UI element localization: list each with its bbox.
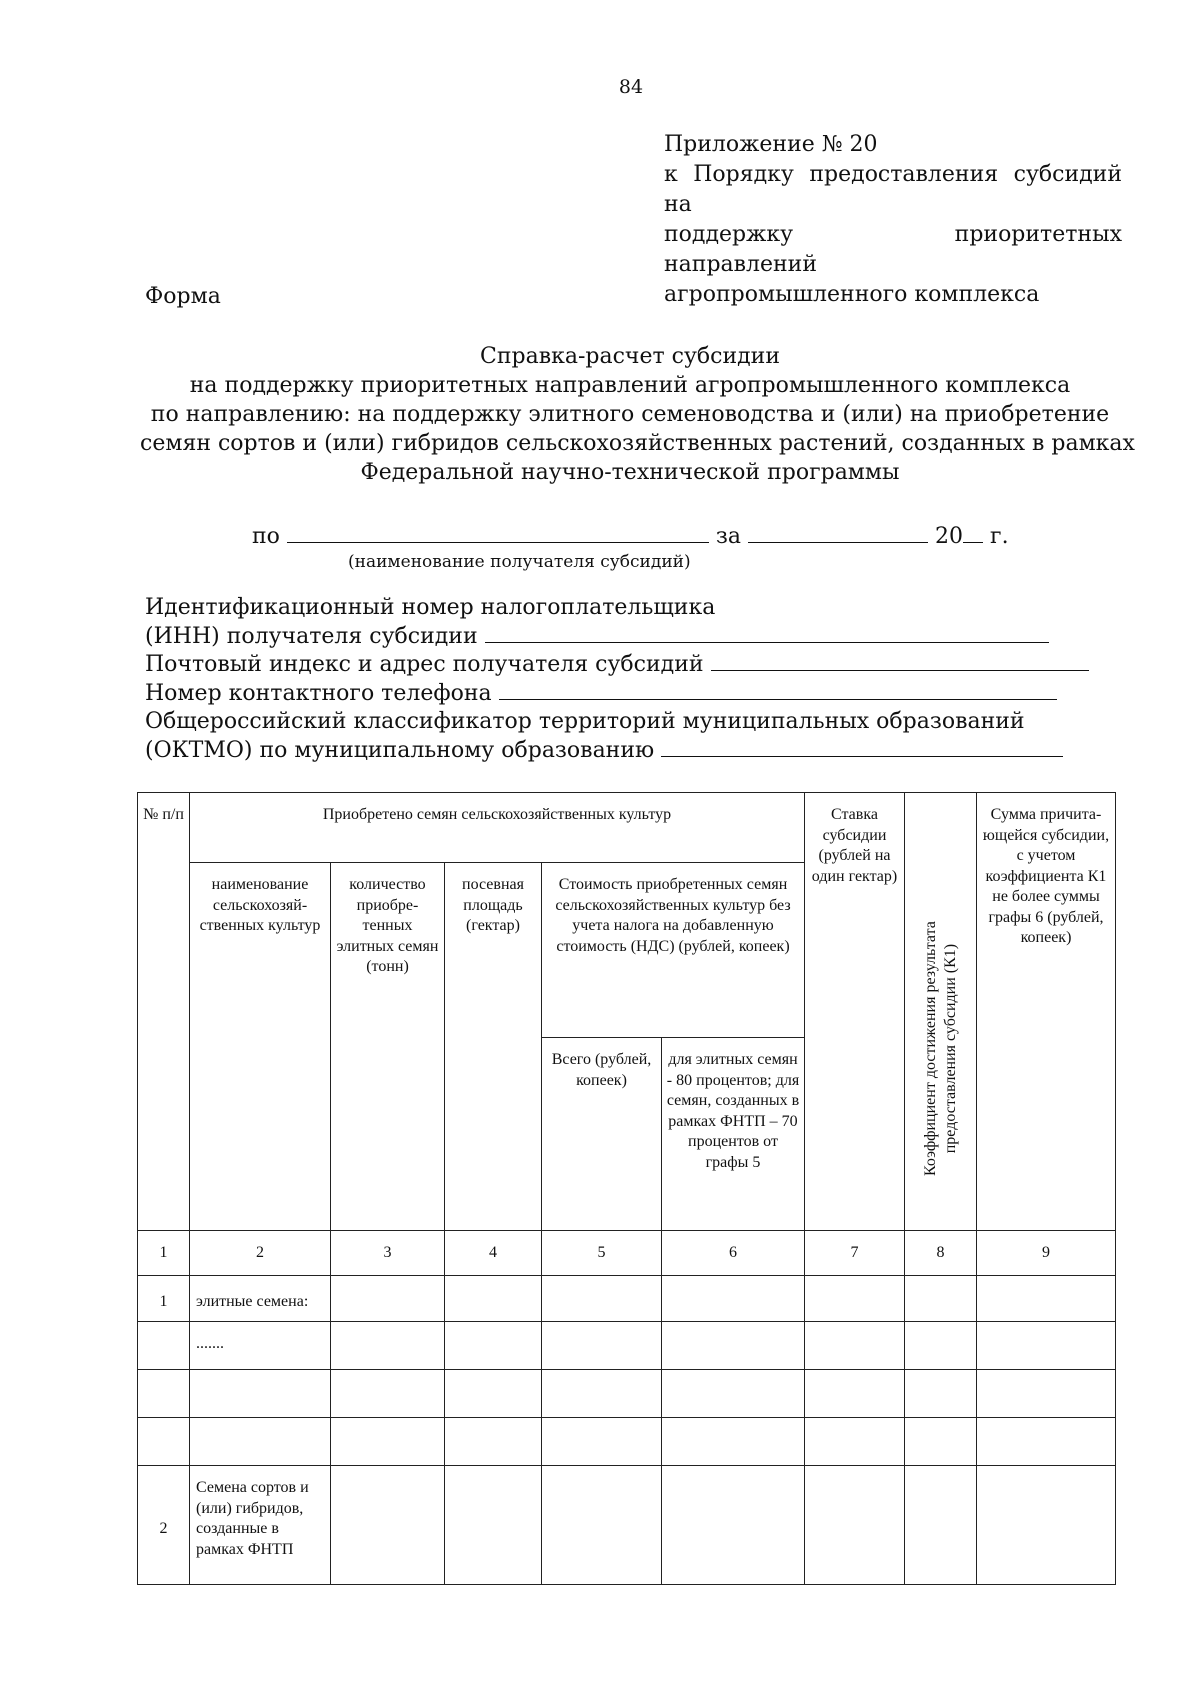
- cell[interactable]: [977, 1322, 1116, 1370]
- title-line-5: Федеральной научно-технической программы: [360, 460, 900, 485]
- title-line-1: Справка-расчет субсидии: [480, 344, 780, 369]
- row-num: 2: [138, 1466, 190, 1585]
- cell[interactable]: [662, 1466, 805, 1585]
- row-num: [138, 1370, 190, 1418]
- cell[interactable]: [331, 1466, 445, 1585]
- table-row: [138, 1418, 1116, 1466]
- year-field[interactable]: [963, 524, 983, 543]
- cell[interactable]: [542, 1322, 662, 1370]
- address-label: Почтовый индекс и адрес получателя субсидий: [145, 652, 704, 677]
- inn-label-line-1: Идентификационный номер налогоплательщика: [145, 595, 716, 620]
- header-col-9: Сумма причита-ющейся субсидии, с учетом коэффициента К1 не более суммы графы 6 (рублей, копеек): [977, 793, 1116, 1231]
- col-number-6: 6: [662, 1231, 805, 1276]
- cell[interactable]: [977, 1276, 1116, 1322]
- cell[interactable]: [662, 1322, 805, 1370]
- col-number-7: 7: [805, 1231, 905, 1276]
- page-number: 84: [618, 76, 644, 98]
- recipient-caption: (наименование получателя субсидий): [348, 552, 691, 572]
- oktmo-label-line-2: (ОКТМО) по муниципальному образованию: [145, 737, 655, 763]
- phone-field[interactable]: [499, 681, 1057, 700]
- phone-label: Номер контактного телефона: [145, 680, 492, 706]
- header-col-8: [905, 793, 977, 1231]
- cell[interactable]: [905, 1418, 977, 1466]
- header-col-2: наименование сельскохозяй-ственных культур: [190, 863, 331, 1231]
- table-row: [138, 1370, 1116, 1418]
- year-prefix: 20: [935, 524, 964, 549]
- row-num: [138, 1322, 190, 1370]
- po-label: по: [252, 524, 280, 549]
- header-col-3: количество приобре-тенных элитных семян (тонн): [331, 863, 445, 1231]
- cell[interactable]: [977, 1466, 1116, 1585]
- cell[interactable]: [805, 1276, 905, 1322]
- recipient-name-field[interactable]: [287, 524, 709, 543]
- period-field[interactable]: [748, 524, 928, 543]
- cell[interactable]: [905, 1370, 977, 1418]
- col-number-3: 3: [331, 1231, 445, 1276]
- header-col-8-line-1: Коэффициент достижения результата: [921, 921, 939, 1176]
- oktmo-field[interactable]: [661, 738, 1063, 757]
- title-line-3: по направлению: на поддержку элитного семеноводства и (или) на приобретение: [150, 402, 1110, 427]
- appendix-block: [664, 130, 1122, 310]
- cell[interactable]: [331, 1276, 445, 1322]
- table-row: [138, 1466, 1116, 1585]
- inn-field[interactable]: [485, 624, 1049, 643]
- row-name: [190, 1418, 331, 1466]
- cell[interactable]: [805, 1370, 905, 1418]
- appendix-line-3: поддержку приоритетных направлений: [664, 222, 1122, 277]
- appendix-line-1: Приложение № 20: [664, 132, 878, 157]
- cell[interactable]: [445, 1370, 542, 1418]
- cell[interactable]: [977, 1418, 1116, 1466]
- row-name: [190, 1370, 331, 1418]
- col-number-9: 9: [977, 1231, 1116, 1276]
- table-row: [138, 1322, 1116, 1370]
- document-title: [140, 342, 1135, 487]
- header-col-6: для элитных семян - 80 процентов; для семян, созданных в рамках ФНТП – 70 процентов от графы 5: [662, 1038, 805, 1231]
- recipient-row: [252, 524, 1009, 549]
- cell[interactable]: [905, 1322, 977, 1370]
- header-num: № п/п: [138, 793, 190, 1231]
- row-name: Семена сортов и (или) гибридов, созданные в рамках ФНТП: [190, 1466, 331, 1585]
- header-col-4: посевная площадь (гектар): [445, 863, 542, 1231]
- header-col-7: Ставка субсидии (рублей на один гектар): [805, 793, 905, 1231]
- row-num: 1: [138, 1276, 190, 1322]
- cell[interactable]: [805, 1466, 905, 1585]
- cell[interactable]: [445, 1322, 542, 1370]
- title-line-4: семян сортов и (или) гибридов сельскохозяйственных растений, созданных в рамках: [140, 431, 1135, 456]
- cell[interactable]: [805, 1322, 905, 1370]
- cell[interactable]: [445, 1466, 542, 1585]
- row-name: элитные семена:: [190, 1276, 331, 1322]
- col-number-8: 8: [905, 1231, 977, 1276]
- cell[interactable]: [662, 1370, 805, 1418]
- row-num: [138, 1418, 190, 1466]
- header-cost: Стоимость приобретенных семян сельскохозяйственных культур без учета налога на добавленную стоимость (НДС) (рублей, копеек): [542, 863, 805, 1038]
- header-col-8-line-2: предоставления субсидии (К1): [941, 943, 959, 1154]
- cell[interactable]: [662, 1418, 805, 1466]
- col-number-1: 1: [138, 1231, 190, 1276]
- cell[interactable]: [542, 1418, 662, 1466]
- cell[interactable]: [445, 1276, 542, 1322]
- header-col-8-text: [921, 921, 961, 1176]
- col-number-4: 4: [445, 1231, 542, 1276]
- appendix-line-2: к Порядку предоставления субсидий на: [664, 162, 1122, 217]
- year-suffix: г.: [990, 524, 1009, 549]
- col-number-5: 5: [542, 1231, 662, 1276]
- cell[interactable]: [905, 1276, 977, 1322]
- header-group: Приобретено семян сельскохозяйственных культур: [190, 793, 805, 863]
- header-col-5: Всего (рублей, копеек): [542, 1038, 662, 1231]
- table-row: [138, 1276, 1116, 1322]
- address-field[interactable]: [711, 652, 1089, 671]
- cell[interactable]: [805, 1418, 905, 1466]
- row-name: .......: [190, 1322, 331, 1370]
- col-number-2: 2: [190, 1231, 331, 1276]
- cell[interactable]: [542, 1466, 662, 1585]
- cell[interactable]: [445, 1418, 542, 1466]
- cell[interactable]: [331, 1322, 445, 1370]
- cell[interactable]: [977, 1370, 1116, 1418]
- cell[interactable]: [542, 1276, 662, 1322]
- cell[interactable]: [331, 1370, 445, 1418]
- za-label: за: [715, 524, 742, 549]
- appendix-line-4: агропромышленного комплекса: [664, 282, 1040, 307]
- inn-label-line-2: (ИНН) получателя субсидии: [145, 623, 478, 649]
- cell[interactable]: [542, 1370, 662, 1418]
- fields-block: [145, 594, 1089, 765]
- oktmo-label-line-1: Общероссийский классификатор территорий муниципальных образований: [145, 709, 1025, 734]
- title-line-2: на поддержку приоритетных направлений агропромышленного комплекса: [189, 373, 1071, 398]
- form-label: Форма: [145, 284, 221, 309]
- cell[interactable]: [662, 1276, 805, 1322]
- cell[interactable]: [331, 1418, 445, 1466]
- cell[interactable]: [905, 1466, 977, 1585]
- calculation-table: [137, 792, 1116, 1585]
